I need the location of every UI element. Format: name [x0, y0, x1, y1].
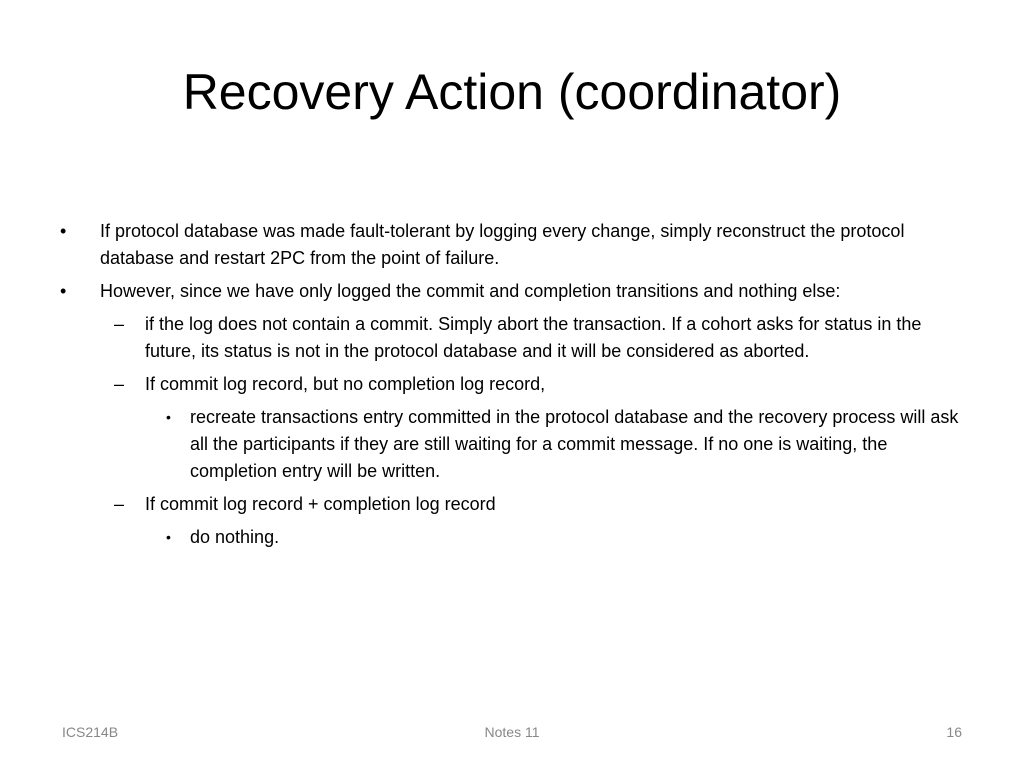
footer-notes: Notes 11 — [484, 724, 540, 740]
sub-bullet-item — [56, 311, 968, 365]
bullet-marker: • — [166, 409, 171, 425]
sub-sub-bullet-item — [56, 404, 968, 485]
bullet-marker: • — [166, 529, 171, 545]
slide-title: Recovery Action (coordinator) — [182, 64, 842, 120]
sub-bullet-text: If commit log record + completion log record — [145, 494, 496, 514]
bullet-marker: • — [60, 281, 67, 301]
sub-sub-bullet-text: recreate transactions entry committed in the protocol database and the recovery process will ask all the participants if they are still waiting for a commit message. If no one is waiting, the completion entry will be written. — [190, 407, 959, 481]
sub-bullet-item — [56, 371, 968, 398]
bullet-item — [56, 278, 968, 305]
slide-body — [56, 218, 968, 557]
dash-marker: – — [114, 314, 125, 334]
footer-course: ICS214B — [62, 724, 119, 740]
sub-bullet-text: If commit log record, but no completion log record, — [145, 374, 546, 394]
bullet-text: If protocol database was made fault-tolerant by logging every change, simply reconstruct the protocol database and restart 2PC from the point of failure. — [100, 221, 905, 268]
sub-bullet-text: if the log does not contain a commit. Simply abort the transaction. If a cohort asks for status in the future, its status is not in the protocol database and it will be considered as aborted. — [145, 314, 922, 361]
sub-bullet-item — [56, 491, 968, 518]
bullet-text: However, since we have only logged the commit and completion transitions and nothing else: — [100, 281, 841, 301]
bullet-item — [56, 218, 968, 272]
bullet-marker: • — [60, 221, 67, 241]
sub-sub-bullet-item — [56, 524, 968, 551]
dash-marker: – — [114, 374, 125, 394]
footer-page-number: 16 — [946, 724, 962, 740]
dash-marker: – — [114, 494, 125, 514]
sub-sub-bullet-text: do nothing. — [190, 527, 280, 547]
